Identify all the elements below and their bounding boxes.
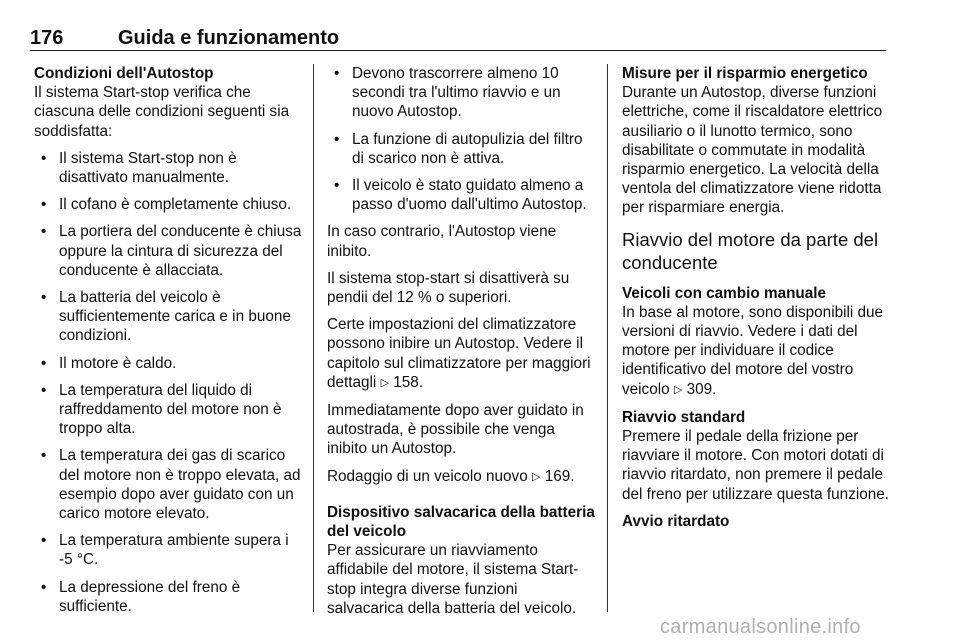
list-item: • La temperatura del liquido di raffreddamento del motore non è troppo alta. — [41, 381, 282, 438]
heading-autostop-conditions: Condizioni dell'Autostop — [34, 65, 214, 82]
page-reference[interactable]: 158. — [393, 373, 424, 391]
column-3 — [622, 64, 890, 531]
section-title: Guida e funzionamento — [118, 27, 340, 49]
watermark: carmanualsonline.info — [660, 616, 861, 638]
list-item: • Devono trascorrere almeno 10 secondi tra l'ultimo riavvio e un nuovo Autostop. — [334, 65, 561, 121]
list-item: • La batteria del veicolo è sufficientemente carica e in buone condizioni. — [41, 289, 291, 345]
bullet-icon: • — [334, 177, 340, 195]
list-item: • La portiera del conducente è chiusa oppure la cintura di sicurezza del conducente è allacciata. — [41, 223, 302, 279]
page-reference-icon: ▷ — [380, 376, 390, 389]
bullet-icon: • — [41, 447, 47, 465]
page-header — [30, 24, 886, 51]
heading-manual-gearbox: Veicoli con cambio manuale — [622, 284, 827, 302]
bullet-icon: • — [41, 532, 47, 550]
page-reference-icon: ▷ — [531, 470, 541, 483]
bullet-icon: • — [334, 65, 340, 82]
list-item: • La funzione di autopulizia del filtro di scarico non è attiva. — [334, 130, 583, 167]
paragraph-slope: Il sistema stop-start si disattiverà su pendii del 12 % o superiori. — [327, 269, 570, 307]
bullet-icon: • — [41, 149, 47, 167]
column-divider — [313, 64, 314, 612]
page-reference[interactable]: 309. — [686, 380, 717, 398]
paragraph-battery: Per assicurare un riavviamento affidabile del motore, il sistema Start-stop integra diverse funzioni salvacarica della batteria del veicolo. — [327, 542, 579, 617]
paragraph-restart-versions: In base al motore, sono disponibili due versioni di riavvio. Vedere i dati del motore per individuare il codice identificativo del motore del vostro veicolo ▷ 309. — [622, 303, 890, 400]
paragraph-intro: Il sistema Start-stop verifica che ciascuna delle condizioni seguenti sia soddisfatta: — [34, 84, 290, 140]
paragraph-highway: Immediatamente dopo aver guidato in autostrada, è possibile che venga inibito un Autostop. — [327, 402, 584, 458]
list-item: • Il motore è caldo. — [41, 354, 177, 372]
page-number: 176 — [30, 27, 64, 49]
heading-driver-restart: Riavvio del motore da parte del conducente — [622, 228, 879, 273]
paragraph-inhibited: In caso contrario, l'Autostop viene inibito. — [327, 223, 557, 260]
paragraph-climate: Certe impostazioni del climatizzatore possono inibire un Autostop. Vedere il capitolo sul climatizzatore per maggiori dettagli ▷ 158. — [327, 315, 595, 393]
bullet-icon: • — [41, 354, 47, 372]
heading-standard-restart: Riavvio standard — [622, 408, 746, 426]
bullet-icon: • — [41, 381, 47, 399]
list-item: • La temperatura ambiente supera i -5 °C. — [41, 532, 289, 569]
paragraph-running-in: Rodaggio di un veicolo nuovo ▷ 169. — [327, 467, 595, 487]
conditions-list — [34, 149, 302, 616]
list-item: • La temperatura dei gas di scarico del motore non è troppo elevata, ad esempio dopo aver guidato con un carico motore elevato. — [41, 447, 301, 523]
heading-battery-saver: Dispositivo salvacarica della batteria del veicolo — [327, 503, 595, 541]
bullet-icon: • — [334, 130, 340, 148]
column-divider — [607, 64, 608, 612]
bullet-icon: • — [41, 223, 47, 241]
heading-energy-saving: Misure per il risparmio energetico — [622, 65, 868, 82]
bullet-icon: • — [41, 196, 47, 214]
list-item: • La depressione del freno è sufficiente. — [41, 578, 241, 615]
bullet-icon: • — [41, 578, 47, 596]
conditions-list-continued — [327, 64, 595, 214]
heading-delayed-start: Avvio ritardato — [622, 512, 730, 530]
paragraph-standard-restart: Premere il pedale della frizione per riavviare il motore. Con motori dotati di riavvio ritardato, non premere il pedale del freno per utilizzare questa funzione. — [622, 428, 890, 503]
column-1 — [34, 64, 302, 624]
page-reference-icon: ▷ — [673, 383, 683, 396]
list-item: • Il veicolo è stato guidato almeno a passo d'uomo dall'ultimo Autostop. — [334, 177, 587, 214]
page-reference[interactable]: 169. — [544, 467, 575, 485]
list-item: • Il cofano è completamente chiuso. — [41, 196, 292, 214]
column-2 — [327, 64, 595, 626]
list-item: • Il sistema Start-stop non è disattivato manualmente. — [41, 149, 237, 187]
bullet-icon: • — [41, 289, 47, 307]
paragraph-energy: Durante un Autostop, diverse funzioni elettriche, come il riscaldatore elettrico ausiliario o il lunotto termico, sono disabilitate o commutate in modalità risparmio energetico. La velocità della ventola del climatizzatore viene ridotta per risparmiare energia. — [622, 84, 883, 217]
